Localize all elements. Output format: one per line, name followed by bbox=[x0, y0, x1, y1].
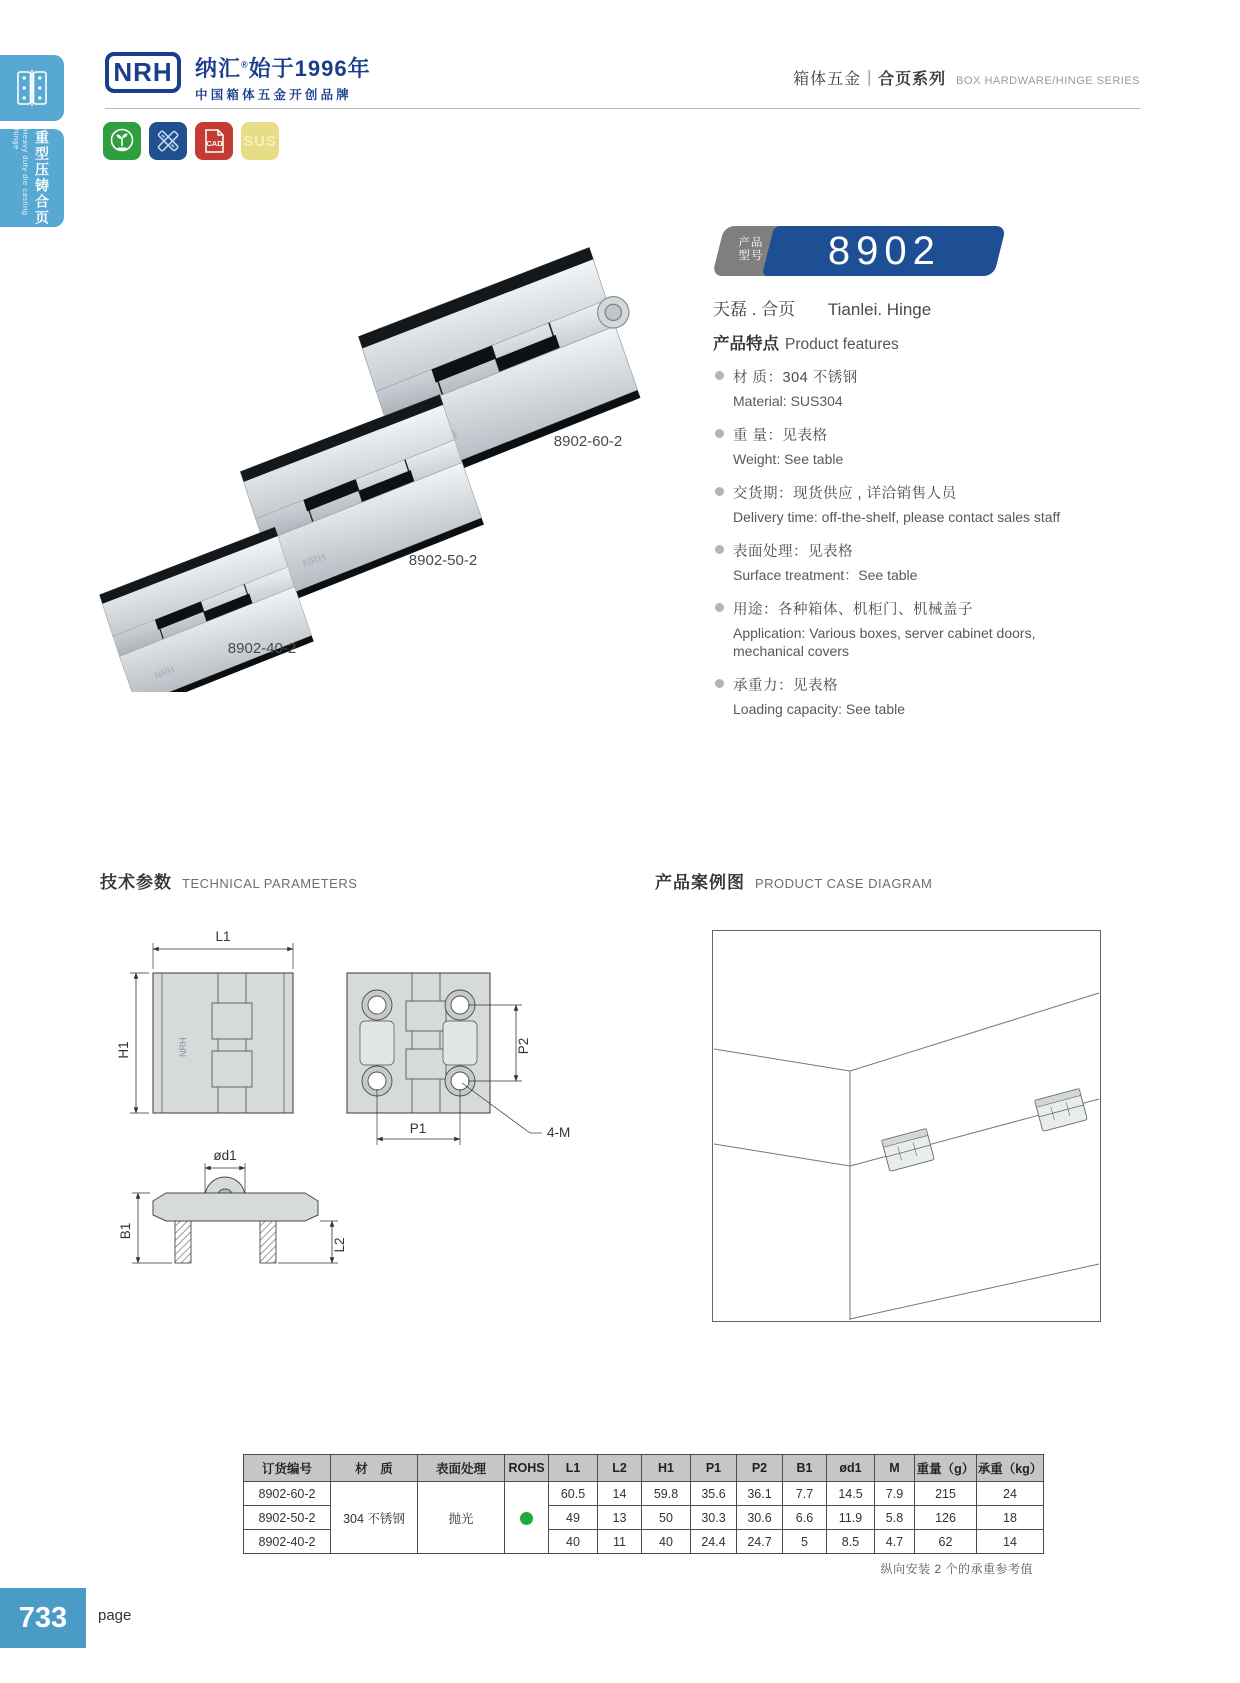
dim-4m: 4-M bbox=[547, 1125, 571, 1140]
spec-table-container bbox=[243, 1454, 1043, 1577]
page-word: page bbox=[98, 1607, 132, 1624]
cell-p1: 35.6 bbox=[691, 1482, 737, 1506]
col-h1: H1 bbox=[642, 1455, 691, 1482]
brand-slogan-line2: 中国箱体五金开创品牌 bbox=[195, 88, 353, 102]
technical-parameters-heading: 技术参数 TECHNICAL PARAMETERS bbox=[100, 873, 358, 892]
photo-label-40: 8902-40-2 bbox=[227, 640, 297, 657]
header-series-en: BOX HARDWARE/HINGE SERIES bbox=[956, 75, 1140, 87]
col-load: 承重（kg） bbox=[977, 1455, 1044, 1482]
col-m: M bbox=[875, 1455, 915, 1482]
cell-rohs bbox=[505, 1482, 549, 1554]
cell-l1: 49 bbox=[549, 1506, 598, 1530]
dim-h1: H1 bbox=[116, 1041, 131, 1059]
product-name-en: Tianlei. Hinge bbox=[827, 300, 932, 319]
product-photos: NRH 8902-60-2 8902-50-2 8902-40-2 bbox=[85, 222, 655, 692]
header-divider bbox=[105, 108, 1140, 109]
design-tools-icon bbox=[149, 122, 187, 160]
cell-l2: 11 bbox=[598, 1530, 642, 1554]
cell-p1: 30.3 bbox=[691, 1506, 737, 1530]
table-row[interactable] bbox=[244, 1482, 1044, 1506]
features-title: 产品特点 Product features bbox=[713, 335, 899, 353]
col-material: 材 质 bbox=[331, 1455, 418, 1482]
col-weight: 重量（g） bbox=[915, 1455, 977, 1482]
col-p1: P1 bbox=[691, 1455, 737, 1482]
brand-slogan-line1: 纳汇®始于1996年 bbox=[195, 56, 371, 81]
sus-material-icon: SUS bbox=[241, 122, 279, 160]
svg-text:NRH: NRH bbox=[178, 1037, 188, 1057]
col-order-no: 订货编号 bbox=[244, 1455, 331, 1482]
cell-h1: 50 bbox=[642, 1506, 691, 1530]
cell-h1: 40 bbox=[642, 1530, 691, 1554]
sidebar-series-tab[interactable] bbox=[0, 129, 64, 227]
cell-p1: 24.4 bbox=[691, 1530, 737, 1554]
dim-b1: B1 bbox=[118, 1222, 133, 1240]
hinge-icon bbox=[15, 68, 49, 108]
cell-p2: 36.1 bbox=[737, 1482, 783, 1506]
page-number-block bbox=[0, 1588, 86, 1648]
cell-l1: 60.5 bbox=[549, 1482, 598, 1506]
drawing-back-view bbox=[347, 973, 570, 1145]
cell-b1: 5 bbox=[783, 1530, 827, 1554]
dim-l1: L1 bbox=[215, 929, 231, 944]
cell-p2: 30.6 bbox=[737, 1506, 783, 1530]
nrh-logo bbox=[105, 52, 181, 93]
bullet-dot bbox=[715, 679, 724, 688]
product-case-heading: 产品案例图 PRODUCT CASE DIAGRAM bbox=[655, 873, 933, 892]
cell-m: 5.8 bbox=[875, 1506, 915, 1530]
feature-application: 用途：各种箱体、机柜门、机械盖子 Application: Various boxes, server cabinet doors, mechanical covers bbox=[713, 598, 1105, 660]
photo-label-60: 8902-60-2 bbox=[553, 433, 623, 450]
bullet-dot bbox=[715, 429, 724, 438]
col-l1: L1 bbox=[549, 1455, 598, 1482]
header-series-title bbox=[793, 66, 1140, 89]
header-series-cn: 箱体五金｜合页系列 bbox=[793, 71, 947, 88]
nrh-logo-text: NRH bbox=[113, 57, 173, 87]
cell-material: 304 不锈钢 bbox=[331, 1482, 418, 1554]
svg-text:CAD: CAD bbox=[206, 139, 223, 148]
cell-m: 4.7 bbox=[875, 1530, 915, 1554]
col-surface: 表面处理 bbox=[418, 1455, 505, 1482]
cell-l2: 13 bbox=[598, 1506, 642, 1530]
drawing-front-view bbox=[116, 929, 293, 1113]
technical-drawing bbox=[100, 905, 620, 1300]
col-rohs: ROHS bbox=[505, 1455, 549, 1482]
badge-row bbox=[103, 122, 279, 160]
sidebar-series-label-cn: 重型压铸合页 bbox=[34, 130, 50, 226]
cell-surface: 抛光 bbox=[418, 1482, 505, 1554]
dim-p2: P2 bbox=[516, 1037, 531, 1055]
cell-load: 14 bbox=[977, 1530, 1044, 1554]
drawing-side-view bbox=[118, 1148, 347, 1263]
table-footnote: 纵向安装 2 个的承重参考值 bbox=[880, 1562, 1033, 1576]
feature-material: 材 质：304 不锈钢 Material: SUS304 bbox=[713, 366, 1105, 410]
cell-p2: 24.7 bbox=[737, 1530, 783, 1554]
cell-l1: 40 bbox=[549, 1530, 598, 1554]
brand-block bbox=[195, 52, 371, 103]
bullet-dot bbox=[715, 371, 724, 380]
cell-b1: 6.6 bbox=[783, 1506, 827, 1530]
feature-surface: 表面处理：见表格 Surface treatment：See table bbox=[713, 540, 1105, 584]
bullet-dot bbox=[715, 487, 724, 496]
cell-d1: 11.9 bbox=[827, 1506, 875, 1530]
cell-weight: 62 bbox=[915, 1530, 977, 1554]
model-number: 8902 bbox=[827, 228, 941, 273]
feature-weight: 重 量：见表格 Weight: See table bbox=[713, 424, 1105, 468]
bullet-dot bbox=[715, 603, 724, 612]
product-name-cn: 天磊 . 合页 bbox=[713, 300, 796, 319]
cell-b1: 7.7 bbox=[783, 1482, 827, 1506]
cell-d1: 14.5 bbox=[827, 1482, 875, 1506]
spec-table bbox=[243, 1454, 1044, 1554]
cell-load: 18 bbox=[977, 1506, 1044, 1530]
cell-model: 8902-40-2 bbox=[244, 1530, 331, 1554]
cell-d1: 8.5 bbox=[827, 1530, 875, 1554]
case-diagram bbox=[713, 931, 1100, 1321]
dim-d1: ød1 bbox=[213, 1148, 237, 1163]
cad-file-icon bbox=[195, 122, 233, 160]
sidebar-category-tab[interactable] bbox=[0, 55, 64, 121]
sidebar-series-label-en: Heavy duty die casting hinge bbox=[12, 129, 30, 216]
cell-load: 24 bbox=[977, 1482, 1044, 1506]
case-hinge-2 bbox=[1035, 1089, 1088, 1132]
model-number-banner bbox=[762, 226, 1006, 276]
page-number: 733 bbox=[18, 1601, 68, 1634]
product-features bbox=[713, 330, 1105, 732]
col-b1: B1 bbox=[783, 1455, 827, 1482]
cell-weight: 126 bbox=[915, 1506, 977, 1530]
feature-loading: 承重力：见表格 Loading capacity: See table bbox=[713, 674, 1105, 718]
cell-h1: 59.8 bbox=[642, 1482, 691, 1506]
rohs-eco-icon bbox=[103, 122, 141, 160]
model-tag-text: 产品 型号 bbox=[738, 237, 764, 262]
bullet-dot bbox=[715, 545, 724, 554]
product-name bbox=[713, 295, 931, 320]
col-d1: ød1 bbox=[827, 1455, 875, 1482]
cell-m: 7.9 bbox=[875, 1482, 915, 1506]
dim-p1: P1 bbox=[409, 1121, 427, 1136]
cell-model: 8902-60-2 bbox=[244, 1482, 331, 1506]
photo-label-50: 8902-50-2 bbox=[408, 552, 478, 569]
feature-delivery: 交货期：现货供应 , 详洽销售人员 Delivery time: off-the-shelf, please contact sales staff bbox=[713, 482, 1105, 526]
case-hinge-1 bbox=[882, 1129, 935, 1172]
cell-model: 8902-50-2 bbox=[244, 1506, 331, 1530]
dim-l2: L2 bbox=[332, 1237, 347, 1253]
rohs-indicator bbox=[520, 1512, 533, 1525]
cell-l2: 14 bbox=[598, 1482, 642, 1506]
col-p2: P2 bbox=[737, 1455, 783, 1482]
product-case-panel bbox=[712, 930, 1101, 1322]
cell-weight: 215 bbox=[915, 1482, 977, 1506]
col-l2: L2 bbox=[598, 1455, 642, 1482]
spec-header-row bbox=[244, 1455, 1044, 1482]
